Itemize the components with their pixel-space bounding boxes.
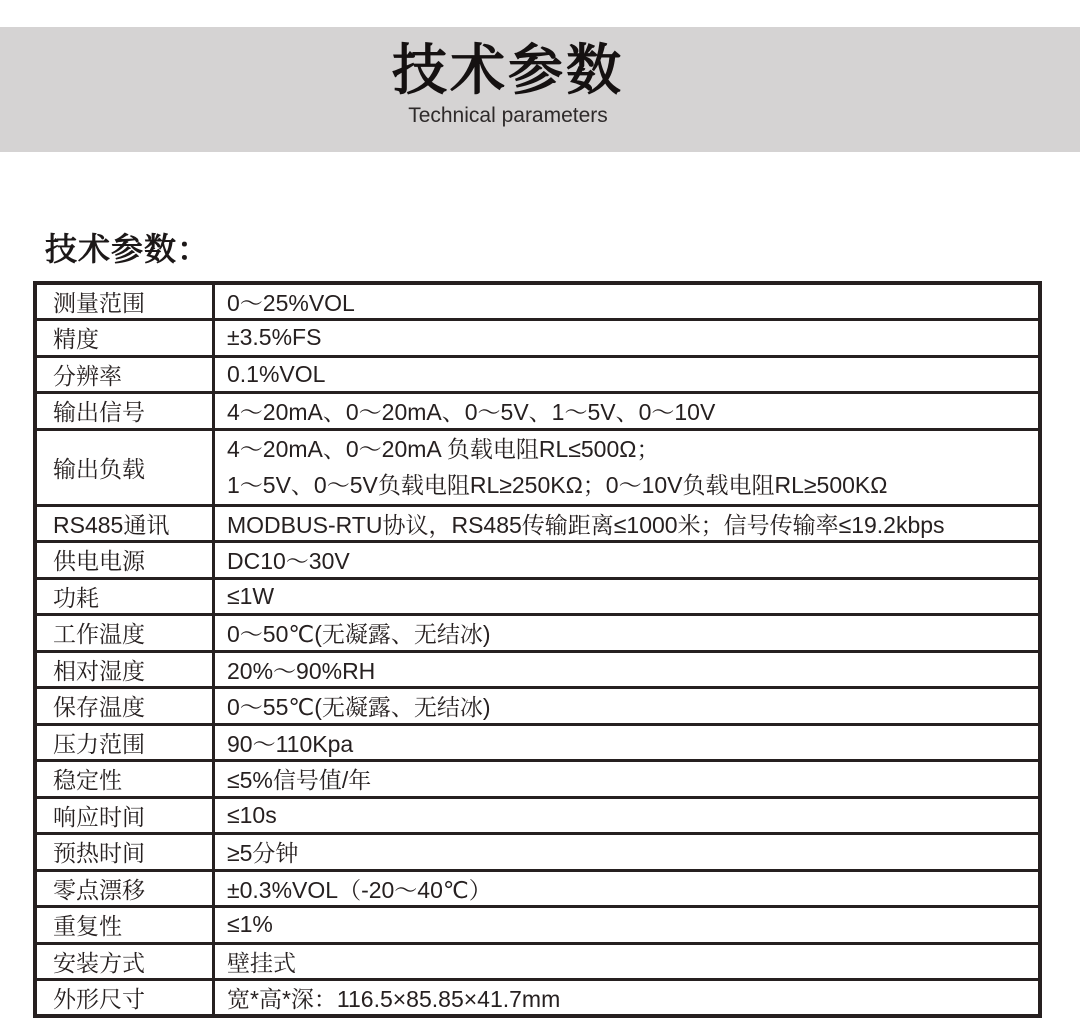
spec-value: DC10～30V — [214, 542, 1041, 579]
spec-label: 重复性 — [35, 907, 214, 944]
spec-value: 20%～90%RH — [214, 651, 1041, 688]
spec-label: 响应时间 — [35, 797, 214, 834]
table-row — [35, 429, 1040, 505]
spec-label: 预热时间 — [35, 834, 214, 871]
table-row — [35, 943, 1040, 980]
spec-value: 90～110Kpa — [214, 724, 1041, 761]
spec-value: ≥5分钟 — [214, 834, 1041, 871]
table-row — [35, 505, 1040, 542]
table-row — [35, 834, 1040, 871]
spec-label: 外形尺寸 — [35, 980, 214, 1017]
spec-label: 压力范围 — [35, 724, 214, 761]
spec-table-body — [35, 283, 1040, 1016]
spec-value: 0～25%VOL — [214, 283, 1041, 320]
spec-label: 保存温度 — [35, 688, 214, 725]
table-row — [35, 980, 1040, 1017]
spec-value — [214, 429, 1041, 505]
spec-label: 精度 — [35, 320, 214, 357]
table-row — [35, 615, 1040, 652]
table-row — [35, 797, 1040, 834]
spec-value: ≤10s — [214, 797, 1041, 834]
section-heading: 技术参数： — [45, 231, 211, 267]
spec-label: 功耗 — [35, 578, 214, 615]
spec-value: 0～55℃(无凝露、无结冰) — [214, 688, 1041, 725]
table-row — [35, 870, 1040, 907]
page-subtitle: Technical parameters — [408, 104, 608, 127]
table-row — [35, 320, 1040, 357]
spec-label: 输出负载 — [35, 429, 214, 505]
spec-value-line: 1～5V、0～5V负载电阻RL≥250KΩ；0～10V负载电阻RL≥500KΩ — [227, 472, 888, 498]
spec-label: 分辨率 — [35, 356, 214, 393]
spec-value: MODBUS-RTU协议，RS485传输距离≤1000米；信号传输率≤19.2kbps — [214, 505, 1041, 542]
spec-value: 壁挂式 — [214, 943, 1041, 980]
spec-label: 输出信号 — [35, 393, 214, 430]
table-row — [35, 724, 1040, 761]
table-row — [35, 907, 1040, 944]
spec-value: ±3.5%FS — [214, 320, 1041, 357]
spec-label: 供电电源 — [35, 542, 214, 579]
spec-table — [33, 281, 1042, 1018]
spec-value: 宽*高*深：116.5×85.85×41.7mm — [214, 980, 1041, 1017]
table-row — [35, 651, 1040, 688]
table-row — [35, 688, 1040, 725]
header-banner — [0, 27, 1080, 152]
table-row — [35, 761, 1040, 798]
header-banner-content — [0, 40, 1048, 128]
spec-value: ≤1W — [214, 578, 1041, 615]
spec-label: 工作温度 — [35, 615, 214, 652]
page-title: 技术参数 — [391, 39, 624, 101]
spec-label: 安装方式 — [35, 943, 214, 980]
table-row — [35, 578, 1040, 615]
table-row — [35, 393, 1040, 430]
spec-label: 零点漂移 — [35, 870, 214, 907]
spec-label: 测量范围 — [35, 283, 214, 320]
spec-value: 0.1%VOL — [214, 356, 1041, 393]
spec-label: 稳定性 — [35, 761, 214, 798]
table-row — [35, 283, 1040, 320]
spec-label: RS485通讯 — [35, 505, 214, 542]
spec-value: ≤1% — [214, 907, 1041, 944]
spec-value-line: 4～20mA、0～20mA 负载电阻RL≤500Ω； — [227, 435, 660, 462]
table-row — [35, 356, 1040, 393]
spec-value: 4～20mA、0～20mA、0～5V、1～5V、0～10V — [214, 393, 1041, 430]
spec-label: 相对湿度 — [35, 651, 214, 688]
spec-value: ≤5%信号值/年 — [214, 761, 1041, 798]
spec-value: ±0.3%VOL（-20～40℃） — [214, 870, 1041, 907]
table-row — [35, 542, 1040, 579]
spec-value: 0～50℃(无凝露、无结冰) — [214, 615, 1041, 652]
